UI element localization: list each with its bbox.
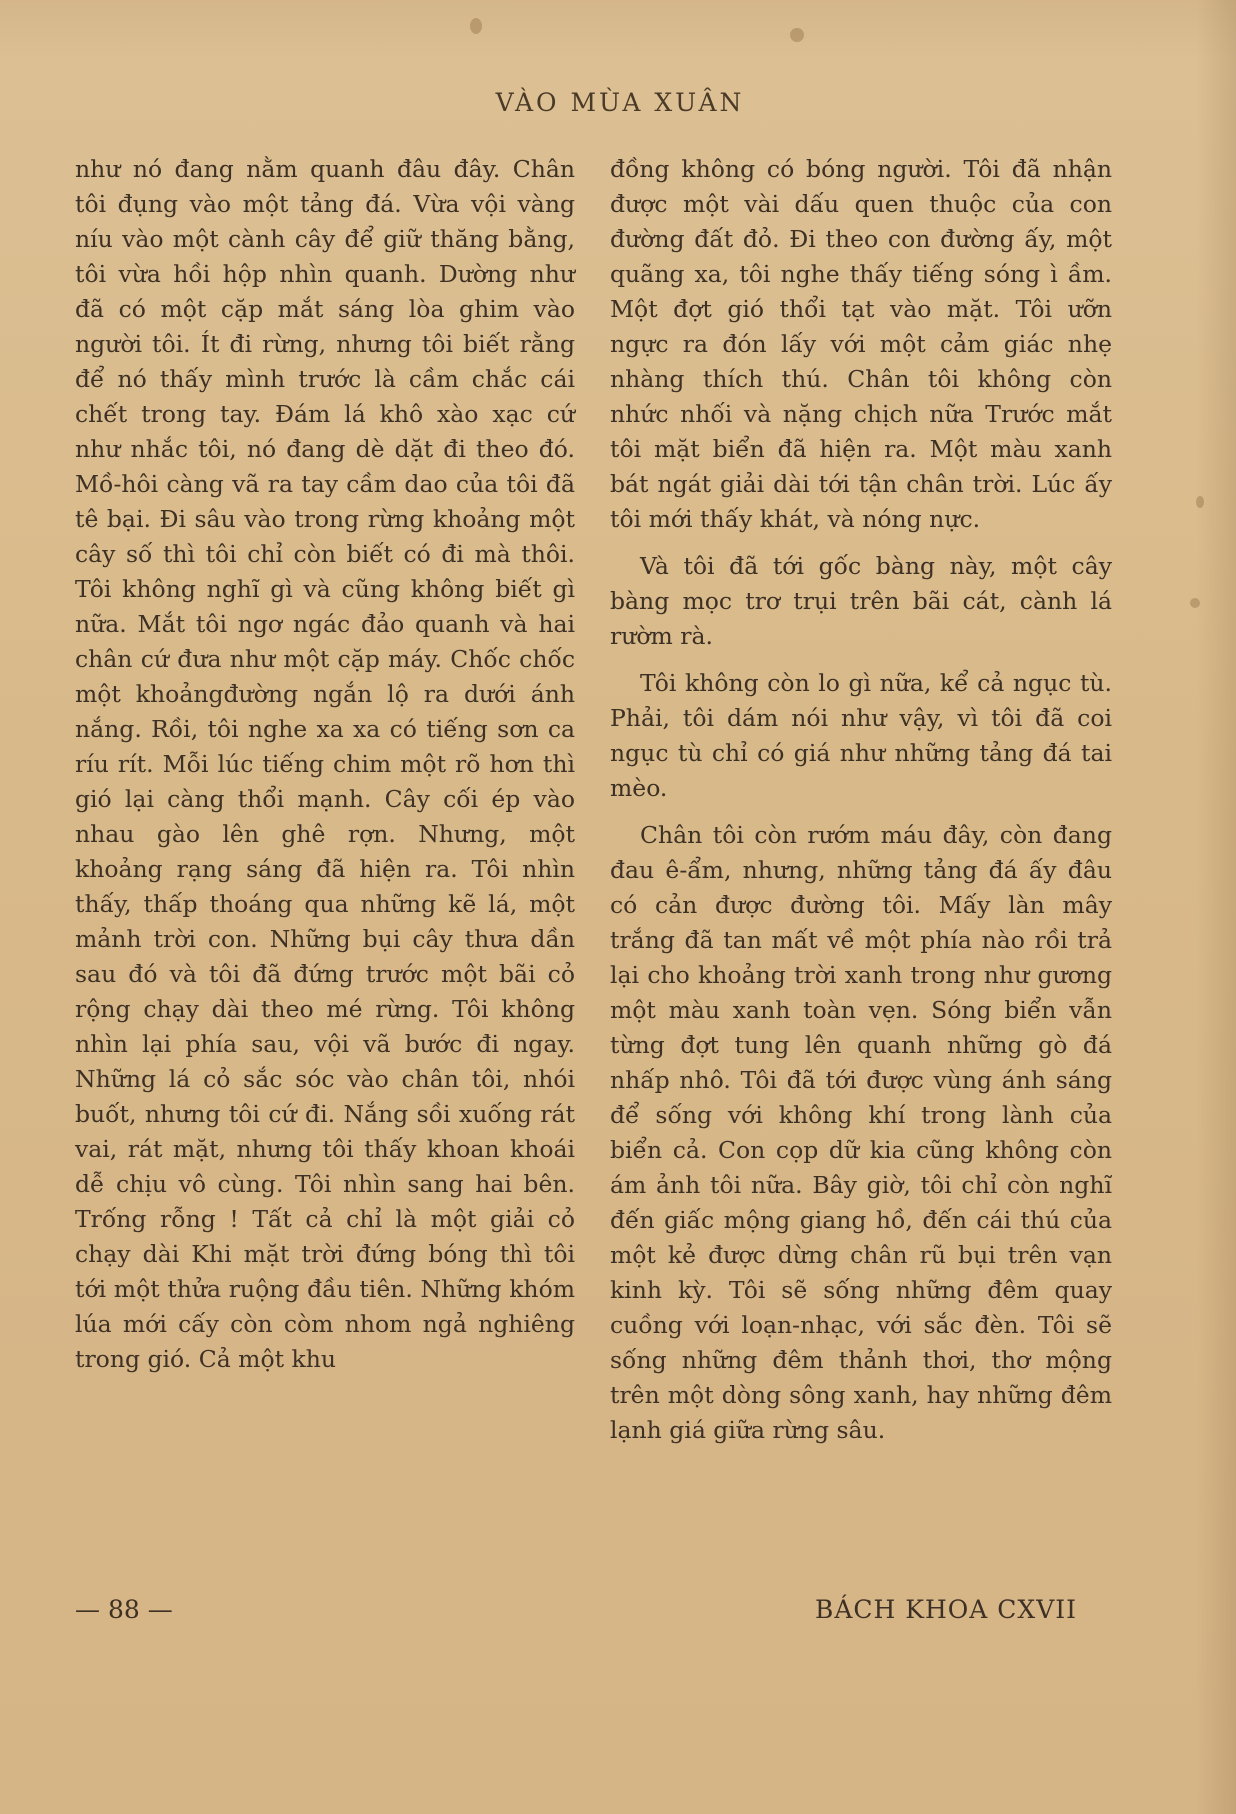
- paragraph: như nó đang nằm quanh đâu đây. Chân tôi đụng vào một tảng đá. Vừa vội vàng níu vào một cành cây để giữ thăng bằng, tôi vừa hồi hộp nhìn quanh. Dường như đã có một cặp mắt sáng lòa ghim vào người tôi. Ít đi rừng, nhưng tôi biết rằng để nó thấy mình trước là cầm chắc cái chết trong tay. Đám lá khô xào xạc cứ như nhắc tôi, nó đang dè dặt đi theo đó. Mồ-hôi càng vã ra tay cầm dao của tôi đã tê bại. Đi sâu vào trong rừng khoảng một cây số thì tôi chỉ còn biết có đi mà thôi. Tôi không nghĩ gì và cũng không biết gì nữa. Mắt tôi ngơ ngác đảo quanh và hai chân cứ đưa như một cặp máy. Chốc chốc một khoảngđường ngắn lộ ra dưới ánh nắng. Rồi, tôi nghe xa xa có tiếng sơn ca ríu rít. Mỗi lúc tiếng chim một rõ hơn thì gió lại càng thổi mạnh. Cây cối ép vào nhau gào lên ghê rợn. Nhưng, một khoảng rạng sáng đã hiện ra. Tôi nhìn thấy, thấp thoáng qua những kẽ lá, một mảnh trời con. Những bụi cây thưa dần sau đó và tôi đã đứng trước một bãi cỏ rộng chạy dài theo mé rừng. Tôi không nhìn lại phía sau, vội vã bước đi ngay. Những lá cỏ sắc sóc vào chân tôi, nhói buốt, nhưng tôi cứ đi. Nắng sồi xuống rát vai, rát mặt, nhưng tôi thấy khoan khoái dễ chịu vô cùng. Tôi nhìn sang hai bên. Trống rỗng ! Tất cả chỉ là một giải cỏ chạy dài Khi mặt trời đứng bóng thì tôi tới một thửa ruộng đầu tiên. Những khóm lúa mới cấy còn còm nhom ngả nghiêng trong gió. Cả một khu: [75, 155, 575, 1373]
- publication-title: BÁCH KHOA CXVII: [815, 1595, 1078, 1624]
- running-head: VÀO MÙA XUÂN: [495, 88, 745, 117]
- paragraph: Chân tôi còn rướm máu đây, còn đang đau ê-ẩm, nhưng, những tảng đá ấy đâu có cản được đường tôi. Mấy làn mây trắng đã tan mất về một phía nào rồi trả lại cho khoảng trời xanh trong như gương một màu xanh toàn vẹn. Sóng biển vẫn từng đợt tung lên quanh những gò đá nhấp nhô. Tôi đã tới được vùng ánh sáng để sống với không khí trong lành của biển cả. Con cọp dữ kia cũng không còn ám ảnh tôi nữa. Bây giờ, tôi chỉ còn nghĩ đến giấc mộng giang hồ, đến cái thú của một kẻ được dừng chân rũ bụi trên vạn kinh kỳ. Tôi sẽ sống những đêm quay cuồng với loạn-nhạc, với sắc đèn. Tôi sẽ sống những đêm thảnh thơi, thơ mộng trên một dòng sông xanh, hay những đêm lạnh giá giữa rừng sâu.: [610, 821, 1112, 1444]
- left-column: [75, 152, 575, 1377]
- paragraph: đồng không có bóng người. Tôi đã nhận được một vài dấu quen thuộc của con đường đất đỏ. Đi theo con đường ấy, một quãng xa, tôi nghe thấy tiếng sóng ì ầm. Một đợt gió thổi tạt vào mặt. Tôi ưỡn ngực ra đón lấy với một cảm giác nhẹ nhàng thích thú. Chân tôi không còn nhức nhối và nặng chịch nữa Trước mắt tôi mặt biển đã hiện ra. Một màu xanh bát ngát giải dài tới tận chân trời. Lúc ấy tôi mới thấy khát, và nóng nực.: [610, 155, 1112, 533]
- paragraph: Tôi không còn lo gì nữa, kể cả ngục tù. Phải, tôi dám nói như vậy, vì tôi đã coi ngục tù chỉ có giá như những tảng đá tai mèo.: [610, 669, 1112, 802]
- paper-stain: [1190, 598, 1200, 608]
- paragraph: Và tôi đã tới gốc bàng này, một cây bàng mọc trơ trụi trên bãi cát, cành lá rườm rà.: [610, 552, 1112, 650]
- right-edge-shadow: [1196, 0, 1236, 1814]
- paper-stain: [1196, 496, 1204, 508]
- right-column: [610, 152, 1112, 1448]
- paper-stain: [790, 28, 804, 42]
- page-number: — 88 —: [75, 1595, 173, 1624]
- paper-stain: [470, 18, 482, 34]
- top-shadow: [0, 0, 1236, 60]
